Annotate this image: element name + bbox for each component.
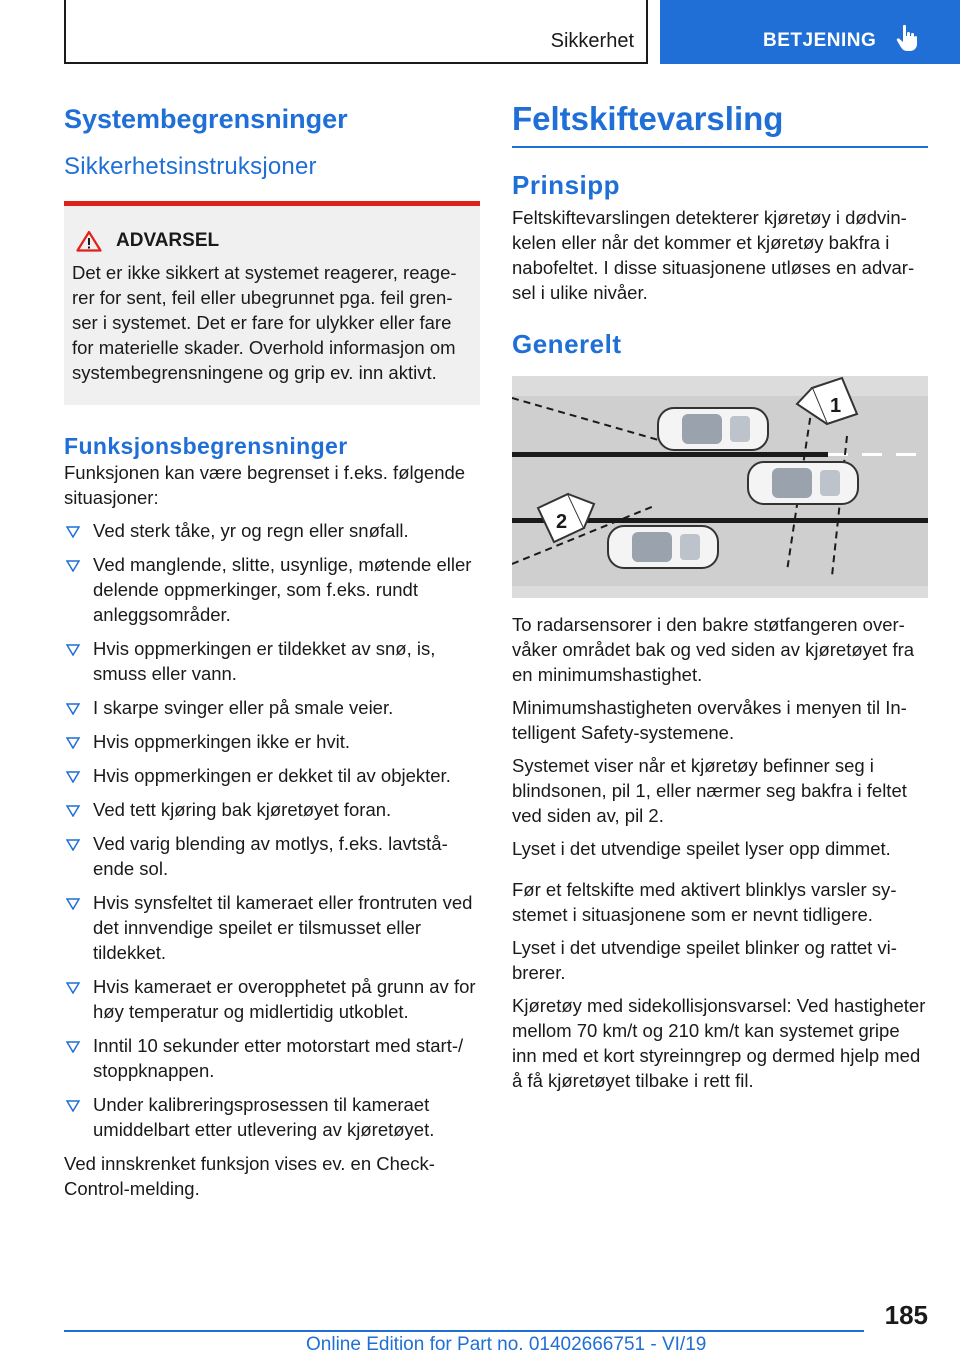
- list-item-text: Hvis kameraet er overopphetet på grunn av for høy temperatur og midlertidig utkoblet.: [93, 976, 476, 1022]
- paragraph: Kjøretøy med sidekollisjonsvarsel: Ved hastigheter mellom 70 km/t og 210 km/t kan systemet gripe inn med et kort styreinngrep og dermed hjelp med å få kjøretøyet tilbake i rett fil.: [512, 995, 926, 1091]
- triangle-bullet-icon: [66, 737, 80, 749]
- car-middle: [748, 462, 858, 504]
- list-item: [64, 729, 480, 754]
- list-item: [64, 1092, 480, 1142]
- list-item: [64, 890, 480, 965]
- principle-heading: Prinsipp: [512, 170, 621, 200]
- triangle-bullet-icon: [66, 982, 80, 994]
- header-section-title: Sikkerhet: [550, 30, 634, 52]
- list-item: [64, 552, 480, 627]
- list-item-text: Hvis synsfeltet til kameraet eller frontruten ved det innvendige speilet er tilsmusset eller tildekket.: [93, 892, 473, 963]
- list-item-text: Hvis oppmerkingen er tildekket av snø, is, smuss eller vann.: [93, 638, 436, 684]
- warning-triangle-icon: [76, 230, 102, 252]
- warning-header: [72, 228, 470, 254]
- car-bottom: [608, 526, 718, 568]
- list-item-text: Ved manglende, slitte, usynlige, møtende eller delende oppmerkinger, som f.eks. rundt anleggsområder.: [93, 554, 472, 625]
- list-item: [64, 1033, 480, 1083]
- list-item-text: Ved varig blending av motlys, f.eks. lavtstående sol.: [93, 833, 448, 879]
- paragraph: Lyset i det utvendige speilet blinker og rattet vibrerer.: [512, 937, 897, 983]
- paragraph: Før et feltskifte med aktivert blinklys varsler systemet i situasjonene som er nevnt tidligere.: [512, 879, 897, 925]
- header-chapter-tab[interactable]: [660, 0, 960, 64]
- section-subtitle: Sikkerhetsinstruksjoner: [64, 153, 317, 180]
- list-item: [64, 518, 480, 543]
- warning-box: [64, 201, 480, 405]
- lane-diagram: [512, 376, 928, 598]
- triangle-bullet-icon: [66, 771, 80, 783]
- triangle-bullet-icon: [66, 644, 80, 656]
- limitations-heading: Funksjonsbegrensninger: [64, 433, 348, 459]
- triangle-bullet-icon: [66, 1100, 80, 1112]
- triangle-bullet-icon: [66, 839, 80, 851]
- triangle-bullet-icon: [66, 560, 80, 572]
- paragraph: To radarsensorer i den bakre støtfangeren overvåker området bak og ved siden av kjøretøyet fra en minimumshastighet.: [512, 614, 915, 685]
- list-item: [64, 974, 480, 1024]
- list-item: [64, 636, 480, 686]
- list-item: [64, 831, 480, 881]
- page-title: Systembegrensninger: [64, 104, 348, 134]
- paragraph: Systemet viser når et kjøretøy befinner seg i blindsonen, pil 1, eller nærmer seg bakfra i feltet ved siden av, pil 2.: [512, 755, 907, 826]
- triangle-bullet-icon: [66, 526, 80, 538]
- list-item-text: Hvis oppmerkingen ikke er hvit.: [93, 731, 351, 752]
- list-item-text: Inntil 10 sekunder etter motorstart med start-/ stoppknappen.: [93, 1035, 464, 1081]
- paragraph: Lyset i det utvendige speilet lyser opp dimmet.: [512, 838, 891, 859]
- car-top: [658, 408, 768, 450]
- triangle-bullet-icon: [66, 1041, 80, 1053]
- list-item-text: Ved sterk tåke, yr og regn eller snøfall.: [93, 520, 409, 541]
- limitations-intro: Funksjonen kan være begrenset i f.eks. følgende situasjoner:: [64, 462, 466, 508]
- list-item-text: Ved tett kjøring bak kjøretøyet foran.: [93, 799, 392, 820]
- general-heading: Generelt: [512, 329, 622, 359]
- hand-pointer-icon: [896, 24, 918, 52]
- closing-text: Ved innskrenket funksjon vises ev. en Check-Control-melding.: [64, 1153, 435, 1199]
- right-column: [512, 100, 928, 1093]
- header-section-box: [64, 0, 648, 64]
- list-item: [64, 695, 480, 720]
- list-item: [64, 763, 480, 788]
- left-column: [64, 100, 480, 1201]
- triangle-bullet-icon: [66, 898, 80, 910]
- paragraph: Minimumshastigheten overvåkes i menyen til Intelligent Safety-systemene.: [512, 697, 907, 743]
- arrow-2-label: 2: [556, 511, 568, 533]
- limitations-list: [64, 518, 480, 1142]
- footer-divider: [64, 1330, 864, 1332]
- triangle-bullet-icon: [66, 805, 80, 817]
- list-item: [64, 797, 480, 822]
- header-chapter-label: BETJENING: [763, 30, 877, 51]
- principle-text: Feltskiftevarslingen detekterer kjøretøy i dødvinkelen eller når det kommer et kjøretøy bakfra i nabofeltet. I disse situasjonene utløses en advarsel i ulike nivåer.: [512, 207, 915, 303]
- lane-change-illustration: [512, 376, 928, 598]
- warning-text: Det er ikke sikkert at systemet reagerer, reagerer for sent, feil eller ubegrunnet pga. feil grenser i systemet. Det er fare for ulykker eller fare for materielle skader. Overhold informasjon om systembegrensningene og grip ev. inn aktivt.: [72, 262, 457, 383]
- list-item-text: Under kalibreringsprosessen til kameraet umiddelbart etter utlevering av kjøretøyet.: [93, 1094, 435, 1140]
- list-item-text: Hvis oppmerkingen er dekket til av objekter.: [93, 765, 451, 786]
- warning-title: ADVARSEL: [116, 230, 220, 251]
- triangle-bullet-icon: [66, 703, 80, 715]
- page-number: 185: [884, 1300, 928, 1330]
- arrow-1-label: 1: [830, 395, 842, 417]
- list-item-text: I skarpe svinger eller på smale veier.: [93, 697, 394, 718]
- edition-text: Online Edition for Part no. 01402666751 - VI/19: [306, 1334, 707, 1355]
- feature-title: Feltskiftevarsling: [512, 100, 928, 148]
